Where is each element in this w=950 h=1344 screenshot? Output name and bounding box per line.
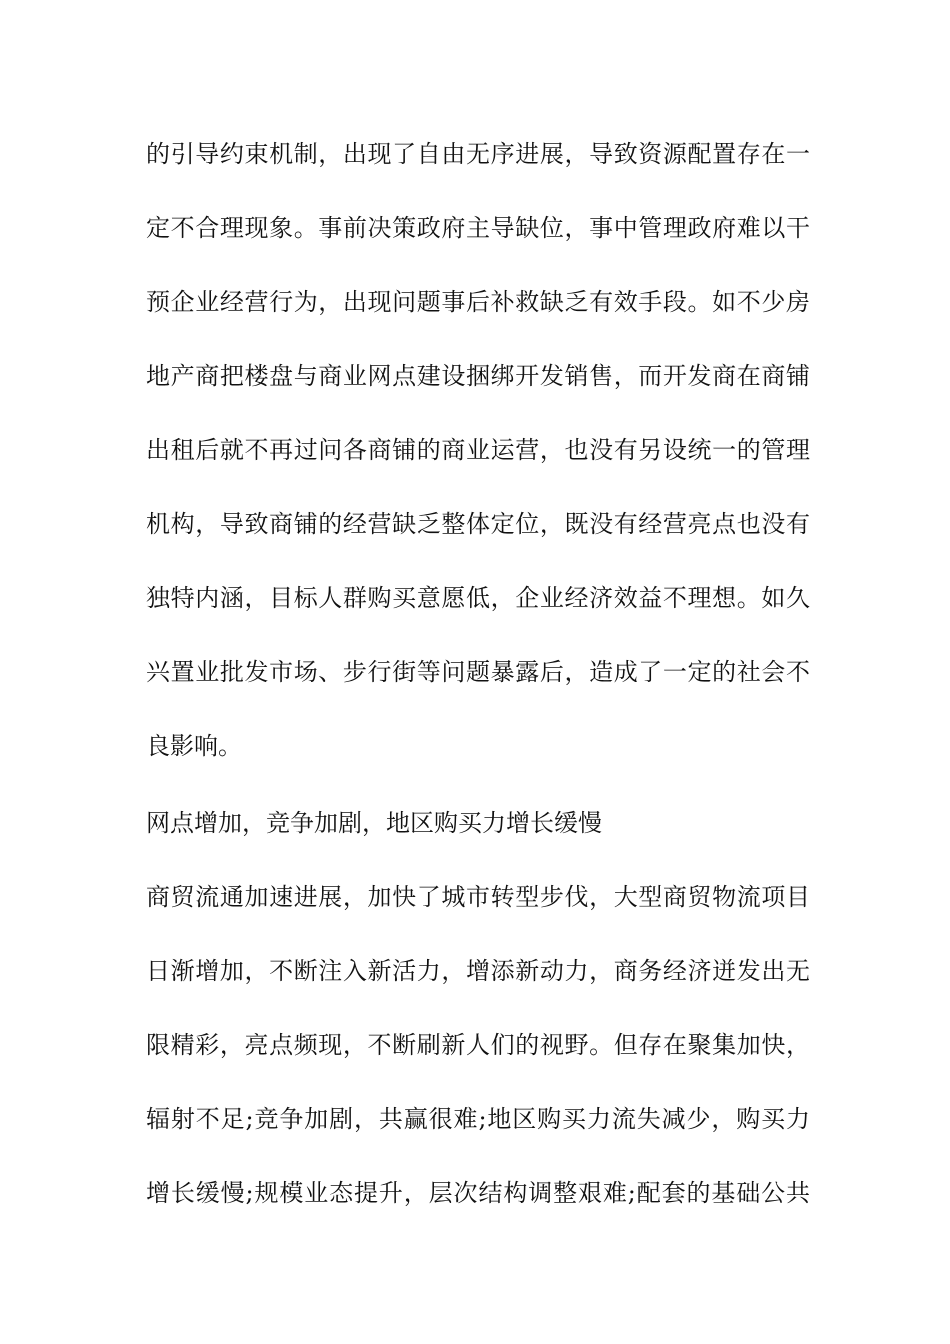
paragraph-line: 日渐增加，不断注入新活力，增添新动力，商务经济迸发出无 — [146, 957, 810, 985]
paragraph-line: 预企业经营行为，出现问题事后补救缺乏有效手段。如不少房 — [146, 288, 810, 316]
paragraph-line: 增长缓慢;规模业态提升，层次结构调整艰难;配套的基础公共 — [146, 1179, 810, 1207]
paragraph-line: 地产商把楼盘与商业网点建设捆绑开发销售，而开发商在商铺 — [146, 362, 810, 390]
paragraph-line: 良影响。 — [146, 732, 242, 760]
paragraph-line: 独特内涵，目标人群购买意愿低，企业经济效益不理想。如久 — [146, 584, 810, 612]
paragraph-line: 定不合理现象。事前决策政府主导缺位，事中管理政府难以干 — [146, 214, 810, 242]
paragraph-line: 限精彩，亮点频现，不断刷新人们的视野。但存在聚集加快， — [146, 1031, 810, 1059]
paragraph-line: 的引导约束机制，出现了自由无序进展，导致资源配置存在一 — [146, 140, 810, 168]
paragraph-line: 辐射不足;竞争加剧，共赢很难;地区购买力流失减少，购买力 — [146, 1105, 810, 1133]
paragraph-line: 兴置业批发市场、步行街等问题暴露后，造成了一定的社会不 — [146, 658, 810, 686]
section-heading: 网点增加，竞争加剧，地区购买力增长缓慢 — [146, 809, 602, 837]
paragraph-line: 出租后就不再过问各商铺的商业运营，也没有另设统一的管理 — [146, 436, 810, 464]
paragraph-line: 机构，导致商铺的经营缺乏整体定位，既没有经营亮点也没有 — [146, 510, 810, 538]
paragraph-line: 商贸流通加速进展，加快了城市转型步伐，大型商贸物流项目 — [146, 883, 810, 911]
